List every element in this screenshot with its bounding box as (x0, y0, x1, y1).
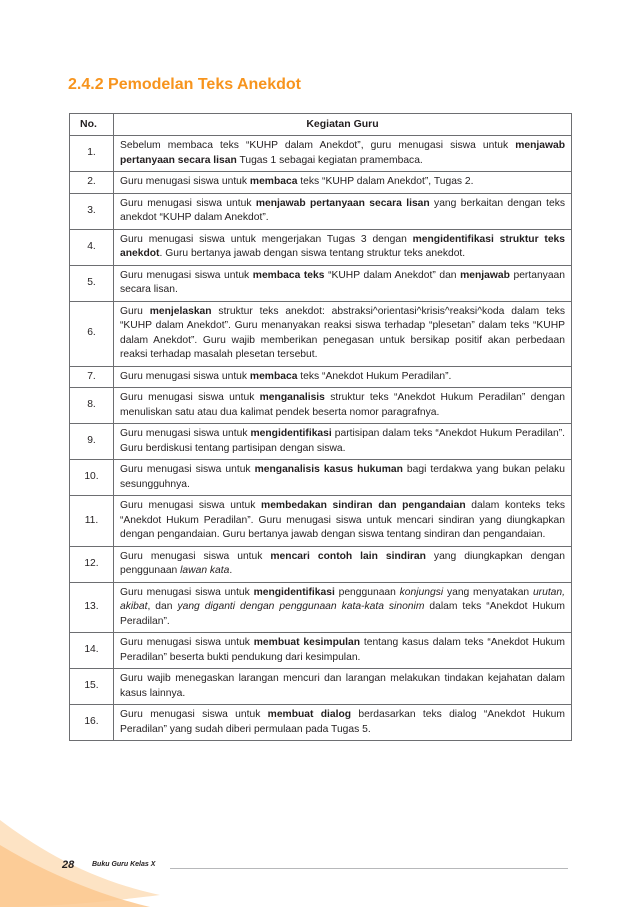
text-segment: Guru menugasi siswa untuk (120, 709, 268, 720)
table-row (70, 265, 572, 301)
text-segment: dalam konteks teks “Anekdot Hukum Peradilan”. Guru menugasi siswa untuk mencari sindiran yang diungkapkan dengan pengandaian. Guru bertanya jawab dengan siswa tentang sindiran dan pengandaian. (120, 500, 565, 540)
italic-text: konjungsi (399, 586, 444, 598)
emphasis-text: mengidentifikasi (253, 586, 335, 598)
text-segment: pertanyaan secara lisan. (120, 269, 566, 295)
emphasis-text: membuat kesimpulan (253, 637, 361, 648)
row-number: 5. (70, 265, 114, 301)
activity-text (114, 705, 572, 741)
table-row (70, 705, 572, 741)
text-segment: yang diungkapkan dengan penggunaan (120, 550, 565, 576)
table-body (70, 136, 572, 741)
emphasis-text: menjawab pertanyaan secara lisan (255, 197, 430, 209)
row-number: 8. (70, 388, 114, 424)
table-row (70, 172, 572, 194)
emphasis-text: membaca (249, 370, 298, 382)
row-number: 7. (70, 366, 114, 388)
text-segment: Guru menugasi siswa untuk (120, 392, 260, 403)
text-segment: Guru (120, 305, 150, 317)
table-row (70, 193, 572, 229)
table-row (70, 388, 572, 424)
activity-text (114, 301, 572, 366)
row-number: 3. (70, 193, 114, 229)
text-segment: Guru menugasi siswa untuk (120, 550, 271, 562)
activity-text (114, 229, 572, 265)
text-segment: dalam teks “Anekdot Hukum Peradilan”. (120, 601, 566, 627)
activity-text (114, 460, 572, 496)
activity-text (114, 193, 572, 229)
text-segment: Guru wajib menegaskan larangan mencuri dan larangan melakukan tindakan kejahatan dalam kasus lainnya. (120, 673, 565, 699)
text-segment: Guru menugasi siswa untuk (120, 464, 255, 475)
table-row (70, 496, 572, 547)
text-segment: . (229, 565, 233, 576)
row-number: 2. (70, 172, 114, 194)
activity-text (114, 582, 572, 633)
activity-text (114, 172, 572, 194)
row-number: 14. (70, 633, 114, 669)
table-row (70, 546, 572, 582)
table-row (70, 136, 572, 172)
table-row (70, 366, 572, 388)
row-number: 1. (70, 136, 114, 172)
activity-text (114, 496, 572, 547)
book-title: Buku Guru Kelas X (92, 861, 156, 868)
activity-text (114, 633, 572, 669)
emphasis-text: membaca (249, 176, 298, 187)
row-number: 4. (70, 229, 114, 265)
text-segment: Guru menugasi siswa untuk (120, 176, 250, 187)
text-segment: Guru menugasi siswa untuk (120, 500, 262, 511)
italic-text: urutan, akibat (120, 586, 565, 612)
activity-text (114, 366, 572, 388)
text-segment: Guru menugasi siswa untuk mengerjakan Tugas 3 dengan (120, 233, 413, 245)
column-header-no: No. (70, 114, 114, 136)
emphasis-text: menjelaskan (149, 305, 212, 317)
table-row (70, 669, 572, 705)
emphasis-text: mengidentifikasi (250, 428, 332, 439)
activity-text (114, 136, 572, 172)
emphasis-text: menjawab (460, 269, 510, 281)
emphasis-text: mencari contoh lain sindiran (270, 550, 426, 562)
text-segment: penggunaan (334, 586, 400, 598)
table-row (70, 460, 572, 496)
row-number: 11. (70, 496, 114, 547)
activity-text (114, 424, 572, 460)
emphasis-text: menjawab pertanyaan secara lisan (120, 140, 565, 166)
section-heading: 2.4.2 Pemodelan Teks Anekdot (68, 76, 301, 93)
row-number: 12. (70, 546, 114, 582)
row-number: 13. (70, 582, 114, 633)
teacher-activities-table (69, 113, 572, 741)
activity-text (114, 265, 572, 301)
text-segment: Guru menugasi siswa untuk (120, 586, 254, 598)
text-segment: Guru menugasi siswa untuk (120, 637, 254, 648)
text-segment: Guru menugasi siswa untuk (120, 197, 256, 209)
row-number: 10. (70, 460, 114, 496)
text-segment: yang berkaitan dengan teks anekdot “KUHP dalam Anekdot”. (120, 197, 565, 223)
text-segment: Guru menugasi siswa untuk (120, 269, 253, 281)
text-segment: yang menyatakan (443, 586, 533, 598)
text-segment: Guru menugasi siswa untuk (120, 428, 251, 439)
table-row (70, 229, 572, 265)
emphasis-text: membedakan sindiran dan pengandaian (261, 500, 466, 511)
italic-text: lawan kata (180, 565, 230, 576)
decorative-swoosh (0, 760, 638, 907)
text-segment: struktur teks anekdot: abstraksi^orientasi^krisis^reaksi^koda dalam teks “KUHP dalam Anekdot”. Guru menanyakan reaksi siswa terhadap “plesetan” dalam teks “KUHP dalam Anekdot”. Guru wajib memberikan penegasan untuk bersikap positif akan perbedaan reaksi terhadap masalah plesetan tersebut. (120, 305, 565, 360)
text-segment: . Guru bertanya jawab dengan siswa tentang struktur teks anekdot. (159, 248, 466, 259)
footer-rule (170, 868, 568, 869)
text-segment: Tugas 1 sebagai kegiatan pramembaca. (236, 154, 423, 166)
text-segment: teks “KUHP dalam Anekdot”, Tugas 2. (297, 176, 474, 187)
emphasis-text: menganalisis (259, 392, 325, 403)
row-number: 6. (70, 301, 114, 366)
text-segment: partisipan dalam teks “Anekdot Hukum Peradilan”. Guru berdiskusi tentang partisipan dengan siswa. (120, 428, 565, 454)
row-number: 9. (70, 424, 114, 460)
text-segment: berdasarkan teks dialog “Anekdot Hukum Peradilan” yang sudah diberi permulaan pada Tugas 5. (120, 709, 565, 735)
text-segment: bagi terdakwa yang bukan pelaku sesungguhnya. (120, 464, 565, 490)
text-segment: struktur teks “Anekdot Hukum Peradilan” dengan menuliskan satu atau dua kalimat pendek beserta nomor paragrafnya. (120, 392, 565, 418)
table-row (70, 582, 572, 633)
emphasis-text: mengidentifikasi struktur teks anekdot (120, 233, 566, 259)
activity-text (114, 546, 572, 582)
column-header-kegiatan: Kegiatan Guru (114, 114, 572, 136)
page-number: 28 (62, 859, 75, 871)
italic-text: yang diganti dengan penggunaan kata-kata sinonim (177, 601, 425, 612)
text-segment: “KUHP dalam Anekdot” dan (324, 269, 461, 281)
table-row (70, 301, 572, 366)
emphasis-text: menganalisis kasus hukuman (254, 464, 403, 475)
activity-text (114, 388, 572, 424)
text-segment: , dan (147, 601, 178, 612)
row-number: 15. (70, 669, 114, 705)
emphasis-text: membaca teks (252, 269, 325, 281)
text-segment: teks “Anekdot Hukum Peradilan”. (297, 370, 452, 382)
table-row (70, 424, 572, 460)
table-header-row (70, 114, 572, 136)
activity-text (114, 669, 572, 705)
row-number: 16. (70, 705, 114, 741)
emphasis-text: membuat dialog (267, 709, 352, 720)
table-row (70, 633, 572, 669)
text-segment: tentang kasus dalam teks “Anekdot Hukum Peradilan” beserta bukti pendukung dari kesimpulan. (120, 637, 565, 663)
text-segment: Sebelum membaca teks “KUHP dalam Anekdot”, guru menugasi siswa untuk (120, 140, 516, 151)
text-segment: Guru menugasi siswa untuk (120, 370, 250, 382)
